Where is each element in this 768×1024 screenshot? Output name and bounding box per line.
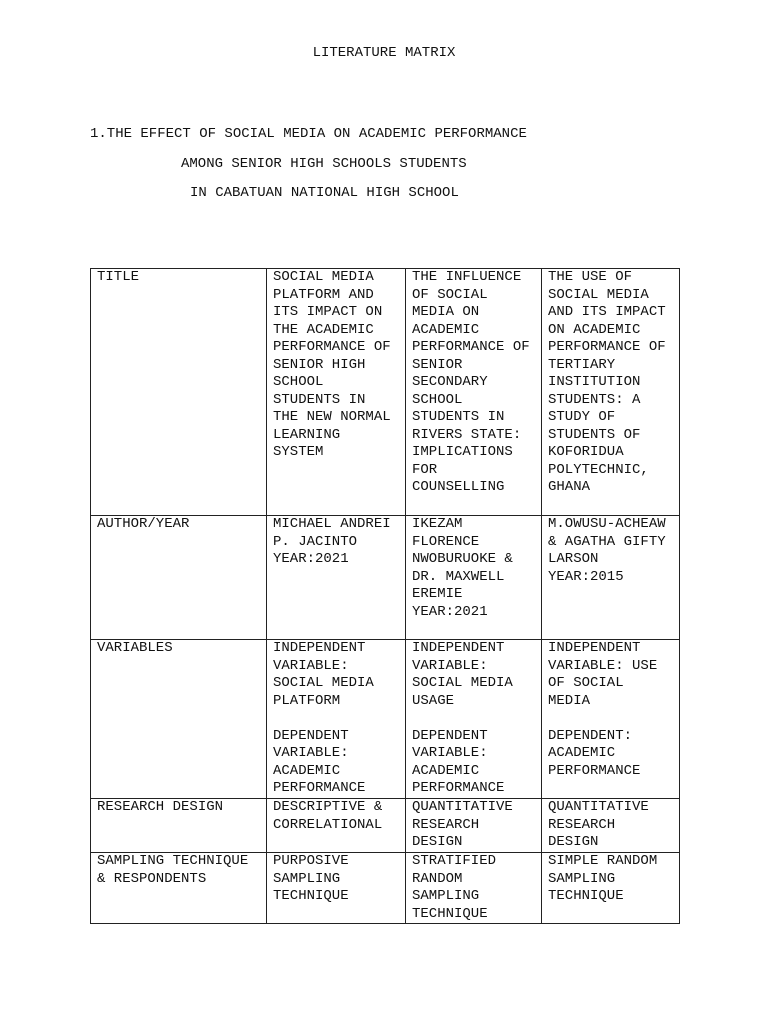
row-label: VARIABLES: [91, 640, 267, 799]
row-label: SAMPLING TECHNIQUE & RESPONDENTS: [91, 853, 267, 924]
heading-line: AMONG SENIOR HIGH SCHOOLS STUDENTS: [181, 155, 467, 172]
table-cell: SIMPLE RANDOM SAMPLING TECHNIQUE: [542, 853, 680, 924]
row-label: AUTHOR/YEAR: [91, 516, 267, 640]
table-cell: THE USE OF SOCIAL MEDIA AND ITS IMPACT ON ACADEMIC PERFORMANCE OF TERTIARY INSTITUTION STUDENTS: A STUDY OF STUDENTS OF KOFORIDUA POLYTECHNIC, GHANA: [542, 269, 680, 516]
table-row: [91, 516, 680, 640]
table-cell: IKEZAM FLORENCE NWOBURUOKE & DR. MAXWELL EREMIE YEAR:2021: [406, 516, 542, 640]
study-heading: [0, 120, 768, 209]
heading-line: IN CABATUAN NATIONAL HIGH SCHOOL: [190, 185, 459, 201]
table-cell: M.OWUSU-ACHEAW & AGATHA GIFTY LARSON YEAR:2015: [542, 516, 680, 640]
table-cell: INDEPENDENT VARIABLE: SOCIAL MEDIA USAGE DEPENDENT VARIABLE: ACADEMIC PERFORMANCE: [406, 640, 542, 799]
row-label: TITLE: [91, 269, 267, 516]
row-label: RESEARCH DESIGN: [91, 799, 267, 853]
literature-matrix-table: [90, 268, 680, 924]
table-cell: QUANTITATIVE RESEARCH DESIGN: [542, 799, 680, 853]
table-cell: QUANTITATIVE RESEARCH DESIGN: [406, 799, 542, 853]
table-row: [91, 640, 680, 799]
table-row: [91, 269, 680, 516]
table-cell: THE INFLUENCE OF SOCIAL MEDIA ON ACADEMIC PERFORMANCE OF SENIOR SECONDARY SCHOOL STUDENTS IN RIVERS STATE: IMPLICATIONS FOR COUNSELLING: [406, 269, 542, 516]
table-cell: MICHAEL ANDREI P. JACINTO YEAR:2021: [267, 516, 406, 640]
table-cell: SOCIAL MEDIA PLATFORM AND ITS IMPACT ON THE ACADEMIC PERFORMANCE OF SENIOR HIGH SCHOOL STUDENTS IN THE NEW NORMAL LEARNING SYSTEM: [267, 269, 406, 516]
table-cell: DESCRIPTIVE & CORRELATIONAL: [267, 799, 406, 853]
table-cell: INDEPENDENT VARIABLE: USE OF SOCIAL MEDIA DEPENDENT: ACADEMIC PERFORMANCE: [542, 640, 680, 799]
document-title: LITERATURE MATRIX: [312, 45, 456, 61]
table-row: [91, 853, 680, 924]
table-row: [91, 799, 680, 853]
heading-line: 1.THE EFFECT OF SOCIAL MEDIA ON ACADEMIC PERFORMANCE: [90, 126, 527, 142]
table-cell: PURPOSIVE SAMPLING TECHNIQUE: [267, 853, 406, 924]
table-cell: INDEPENDENT VARIABLE: SOCIAL MEDIA PLATFORM DEPENDENT VARIABLE: ACADEMIC PERFORMANCE: [267, 640, 406, 799]
table-cell: STRATIFIED RANDOM SAMPLING TECHNIQUE: [406, 853, 542, 924]
